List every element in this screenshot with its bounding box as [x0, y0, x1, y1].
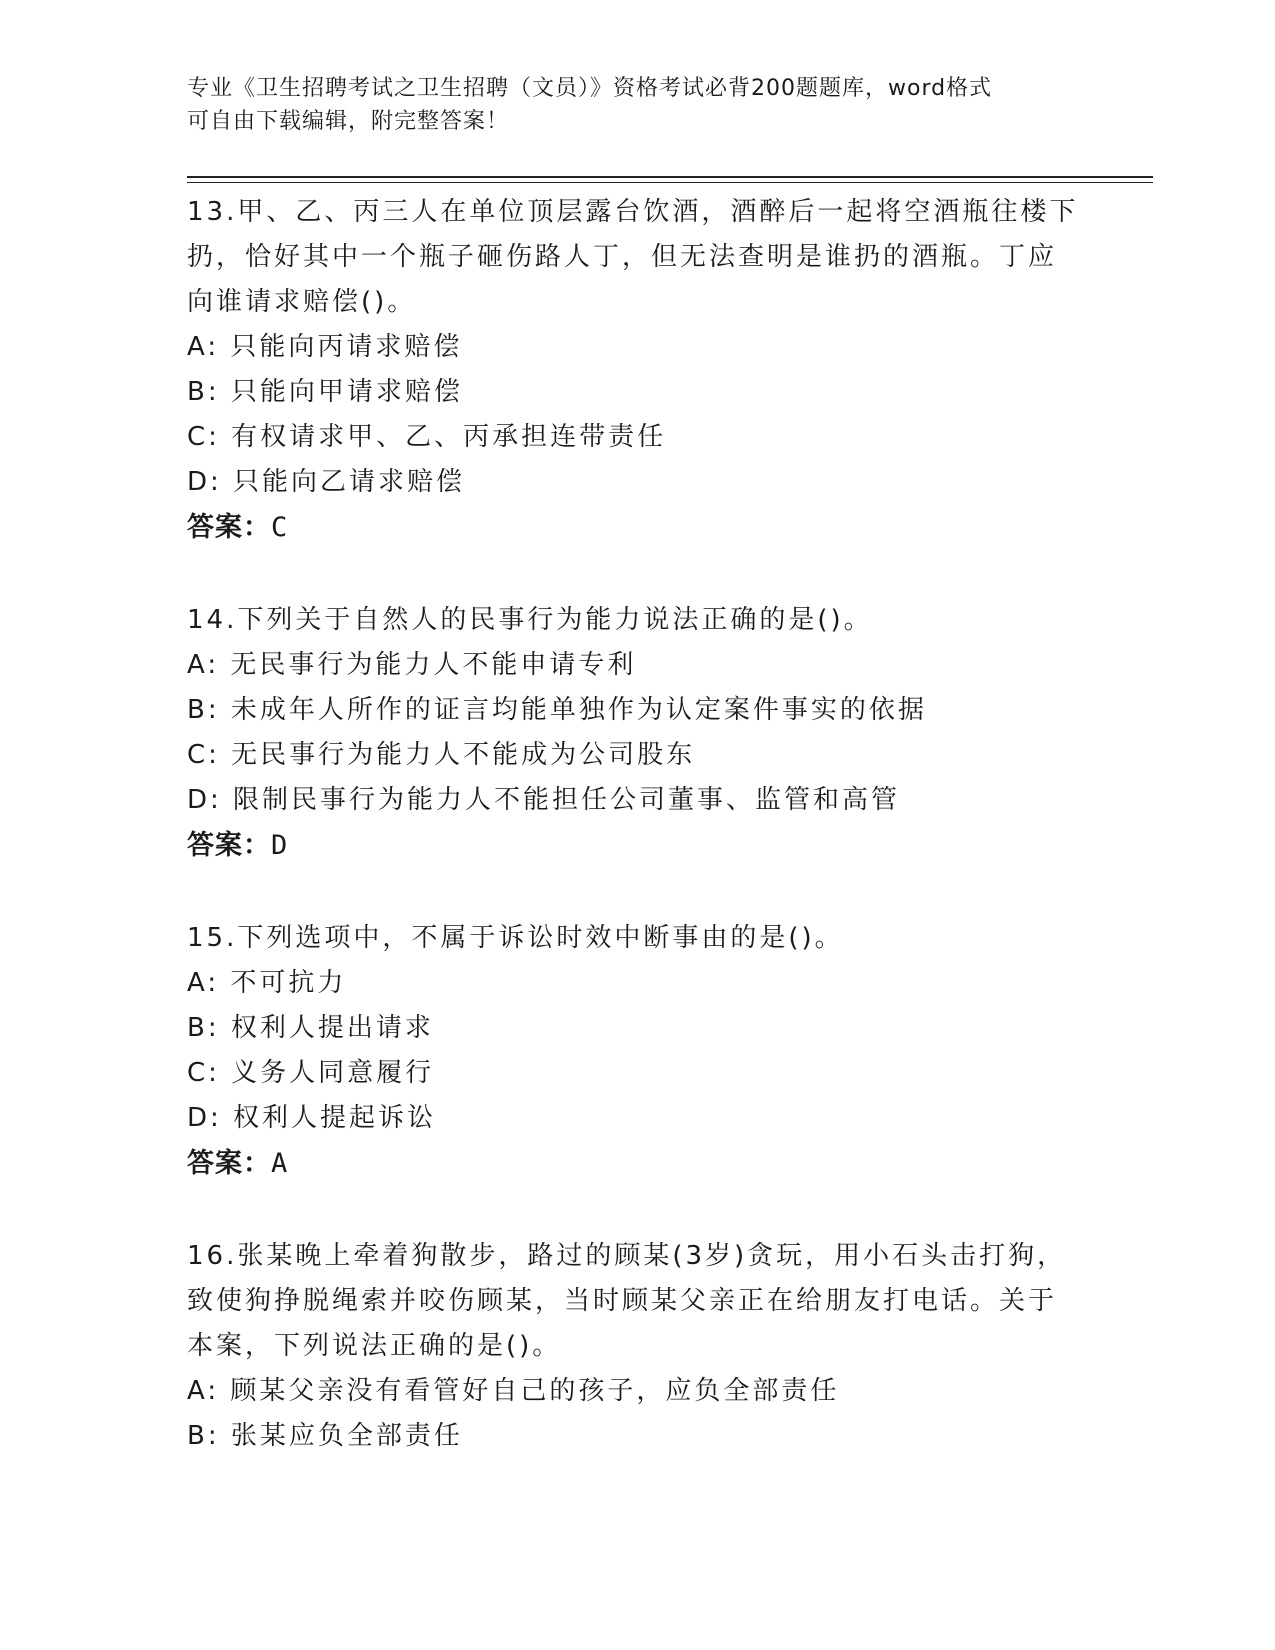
stem-line: 本案，下列说法正确的是()。 [187, 1331, 562, 1361]
document-header [187, 72, 1087, 138]
option-d: D: 只能向乙请求赔偿 [187, 467, 466, 497]
option-a: A: 顾某父亲没有看管好自己的孩子，应负全部责任 [187, 1376, 840, 1406]
answer-value: D [271, 830, 289, 861]
stem-line: 13.甲、乙、丙三人在单位顶层露台饮酒，酒醉后一起将空酒瓶往楼下 [187, 197, 1079, 227]
header-line: 专业《卫生招聘考试之卫生招聘（文员）》资格考试必背200题题库，word格式 [187, 76, 993, 101]
question-15 [187, 916, 1087, 1186]
option-d: D: 限制民事行为能力人不能担任公司董事、监管和高管 [187, 785, 901, 815]
stem-line: 向谁请求赔偿()。 [187, 287, 417, 317]
header-divider-thin [187, 182, 1153, 183]
answer-value: C [271, 512, 289, 543]
question-stem [187, 598, 1087, 643]
question-13 [187, 190, 1087, 550]
option-b: B: 张某应负全部责任 [187, 1421, 463, 1451]
option-a: A: 无民事行为能力人不能申请专利 [187, 650, 637, 680]
answer-value: A [271, 1148, 289, 1179]
answer-line [187, 1141, 1087, 1186]
answer-label: 答案： [187, 512, 271, 543]
stem-line: 14.下列关于自然人的民事行为能力说法正确的是()。 [187, 605, 873, 635]
answer-label: 答案： [187, 1148, 271, 1179]
header-divider [187, 176, 1153, 178]
option-d: D: 权利人提起诉讼 [187, 1103, 437, 1133]
question-stem [187, 916, 1087, 961]
option-a: A: 只能向丙请求赔偿 [187, 332, 463, 362]
option-c: C: 有权请求甲、乙、丙承担连带责任 [187, 422, 667, 452]
option-b: B: 只能向甲请求赔偿 [187, 377, 463, 407]
option-b: B: 权利人提出请求 [187, 1013, 434, 1043]
header-line: 可自由下载编辑，附完整答案！ [187, 109, 510, 134]
stem-line: 15.下列选项中，不属于诉讼时效中断事由的是()。 [187, 923, 844, 953]
question-list [187, 190, 1087, 1507]
answer-label: 答案： [187, 830, 271, 861]
option-c: C: 无民事行为能力人不能成为公司股东 [187, 740, 696, 770]
question-14 [187, 598, 1087, 868]
option-a: A: 不可抗力 [187, 968, 347, 998]
stem-line: 16.张某晚上牵着狗散步，路过的顾某(3岁)贪玩，用小石头击打狗， [187, 1241, 1067, 1271]
answer-line [187, 823, 1087, 868]
option-b: B: 未成年人所作的证言均能单独作为认定案件事实的依据 [187, 695, 927, 725]
option-c: C: 义务人同意履行 [187, 1058, 435, 1088]
question-stem [187, 1234, 1087, 1369]
answer-line [187, 505, 1087, 550]
question-stem [187, 190, 1087, 325]
question-16 [187, 1234, 1087, 1459]
stem-line: 扔，恰好其中一个瓶子砸伤路人丁，但无法查明是谁扔的酒瓶。丁应 [187, 242, 1058, 272]
stem-line: 致使狗挣脱绳索并咬伤顾某，当时顾某父亲正在给朋友打电话。关于 [187, 1286, 1058, 1316]
